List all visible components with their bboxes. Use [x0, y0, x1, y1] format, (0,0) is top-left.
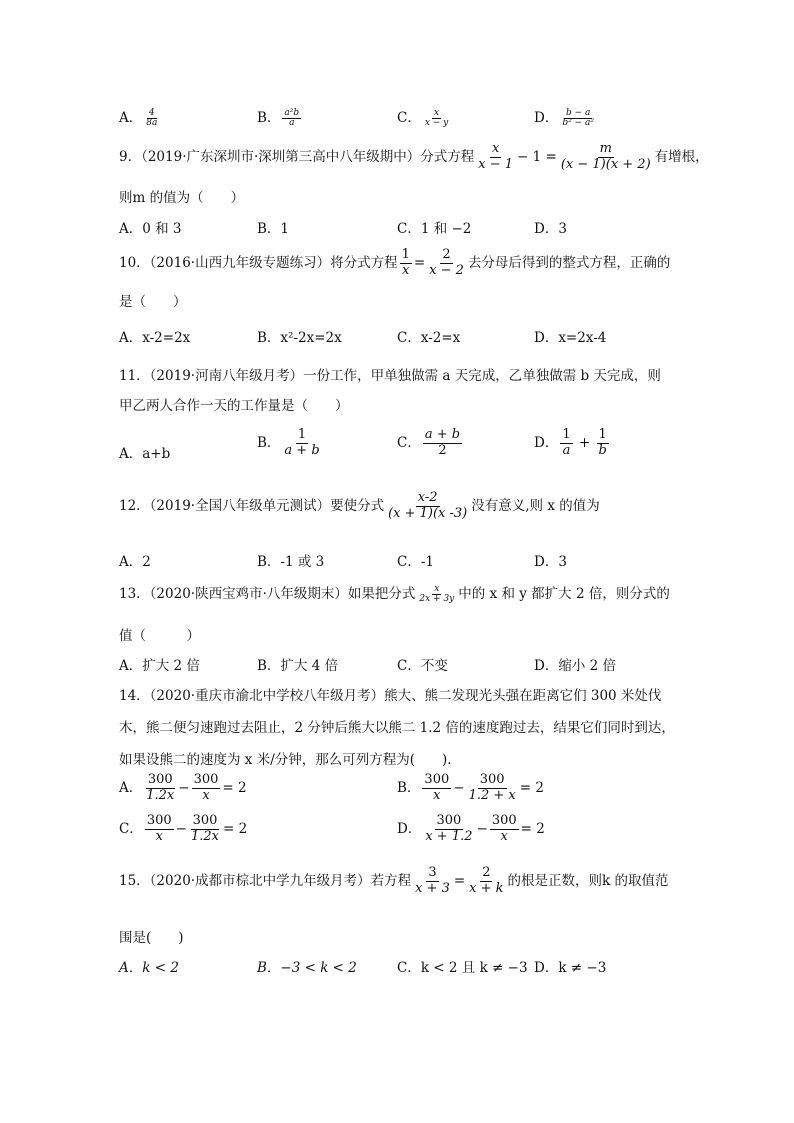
q11-stem: 11．（2019·河南八年级月考）一份工作，甲单独做需 a 天完成，乙单独做需 b 天完成，则 — [119, 368, 661, 384]
q13-option-b: B．扩大 4 倍 — [257, 658, 339, 674]
q9-stem-line2: 则m 的值为（ ） — [119, 190, 245, 206]
q8-option-b: B． $\frac{\text{a²b}}{a}$ — [257, 107, 300, 128]
q10-option-b: B．x²-2x=2x — [257, 330, 342, 346]
q14-stem-line3: 如果设熊二的速度为 x 米/分钟，那么可列方程为( ). — [119, 752, 452, 768]
q10-stem: 10．（2016·山西九年级专题练习）将分式方程 $\frac{1}{x}$ = $\frac{2}{x - 2}$ 去分母后得到的整式方程，正确的 — [119, 247, 671, 278]
q15-stem-line2: 围是( ) — [119, 930, 184, 946]
q9-option-a: A．0 和 3 — [119, 221, 182, 237]
q10-stem-line2: 是（ ） — [119, 294, 187, 310]
q10-option-c: C．x-2=x — [397, 330, 461, 346]
q9-option-d: D．3 — [534, 221, 567, 237]
q11-option-d: D． $\frac{1}{a}$ + $\frac{1}{b}$ — [534, 427, 607, 458]
q11-stem-line2: 甲乙两人合作一天的工作量是（ ） — [119, 398, 349, 414]
q9-stem: 9．（2019·广东深圳市·深圳第三高中八年级期中）分式方程 $\frac{x}{x - 1}$ − 1 = $\frac{m}{(x - 1)(x + 2)}$ 有增根， — [119, 141, 709, 172]
q12-option-d: D．3 — [534, 554, 567, 570]
q10-option-a: A．x-2=2x — [119, 330, 191, 346]
q13-option-a: A．扩大 2 倍 — [119, 658, 200, 674]
q13-option-c: C．不变 — [397, 658, 448, 674]
q15-option-c: C．k < 2 且 k ≠ −3 — [397, 960, 528, 976]
q13-stem-line2: 值（ ） — [119, 628, 200, 644]
q15-option-a: A．k < 2 — [119, 960, 179, 976]
q15-stem: 15．（2020·成都市棕北中学九年级月考）若方程 $\frac{3}{x + 3}$ = $\frac{2}{x + k}$ 的根是正数，则k 的取值范 — [119, 865, 669, 896]
q13-stem: 13．（2020·陕西宝鸡市·八年级期末）如果把分式 $\frac{x}{2x + 3y}$ 中的 x 和 y 都扩大 2 倍，则分式的 — [119, 583, 670, 604]
q11-option-b: B． $\frac{1}{a + b}$ — [257, 427, 320, 458]
q15-option-d: D．k ≠ −3 — [534, 960, 607, 976]
q15-option-b: B．−3 < k < 2 — [257, 960, 357, 976]
q12-option-a: A．2 — [119, 554, 151, 570]
q14-option-a: A． $\frac{300}{1.2x}$ − $\frac{300}{x}$ = 2 — [119, 772, 247, 803]
q9-option-b: B．1 — [257, 221, 290, 237]
q12-option-b: B．-1 或 3 — [257, 554, 325, 570]
q14-stem: 14．（2020·重庆市渝北中学校八年级月考）熊大、熊二发现光头强在距离它们 300 米处伐 — [119, 688, 662, 704]
q11-option-c: C． $\frac{a + b}{2}$ — [397, 427, 461, 458]
q8-option-d: D． $\frac{b - a}{\text{b² − a²}}$ — [534, 107, 594, 128]
q14-option-b: B． $\frac{300}{x}$ − $\frac{300}{1.2 + x}$ = 2 — [397, 772, 544, 803]
q12-option-c: C．-1 — [397, 554, 434, 570]
q10-option-d: D．x=2x-4 — [534, 330, 607, 346]
q11-option-a: A．a+b — [119, 446, 171, 462]
q12-stem: 12．（2019·全国八年级单元测试）要使分式 $\frac{x-2}{(x + 1)(x -3)}$ 没有意义,则 x 的值为 — [119, 490, 600, 521]
q14-option-c: C． $\frac{300}{x}$ − $\frac{300}{1.2x}$ = 2 — [119, 813, 248, 844]
q8-option-c: C． $\frac{x}{x - y}$ — [397, 107, 449, 128]
q8-option-a: A． $\frac{4}{8a}$ — [119, 107, 158, 128]
q14-stem-line2: 木，熊二便匀速跑过去阻止，2 分钟后熊大以熊二 1.2 倍的速度跑过去，结果它们同时到达， — [119, 720, 675, 736]
q13-option-d: D．缩小 2 倍 — [534, 658, 616, 674]
q14-option-d: D． $\frac{300}{x + 1.2}$ − $\frac{300}{x}$ = 2 — [397, 813, 545, 844]
q9-option-c: C．1 和 −2 — [397, 221, 472, 237]
